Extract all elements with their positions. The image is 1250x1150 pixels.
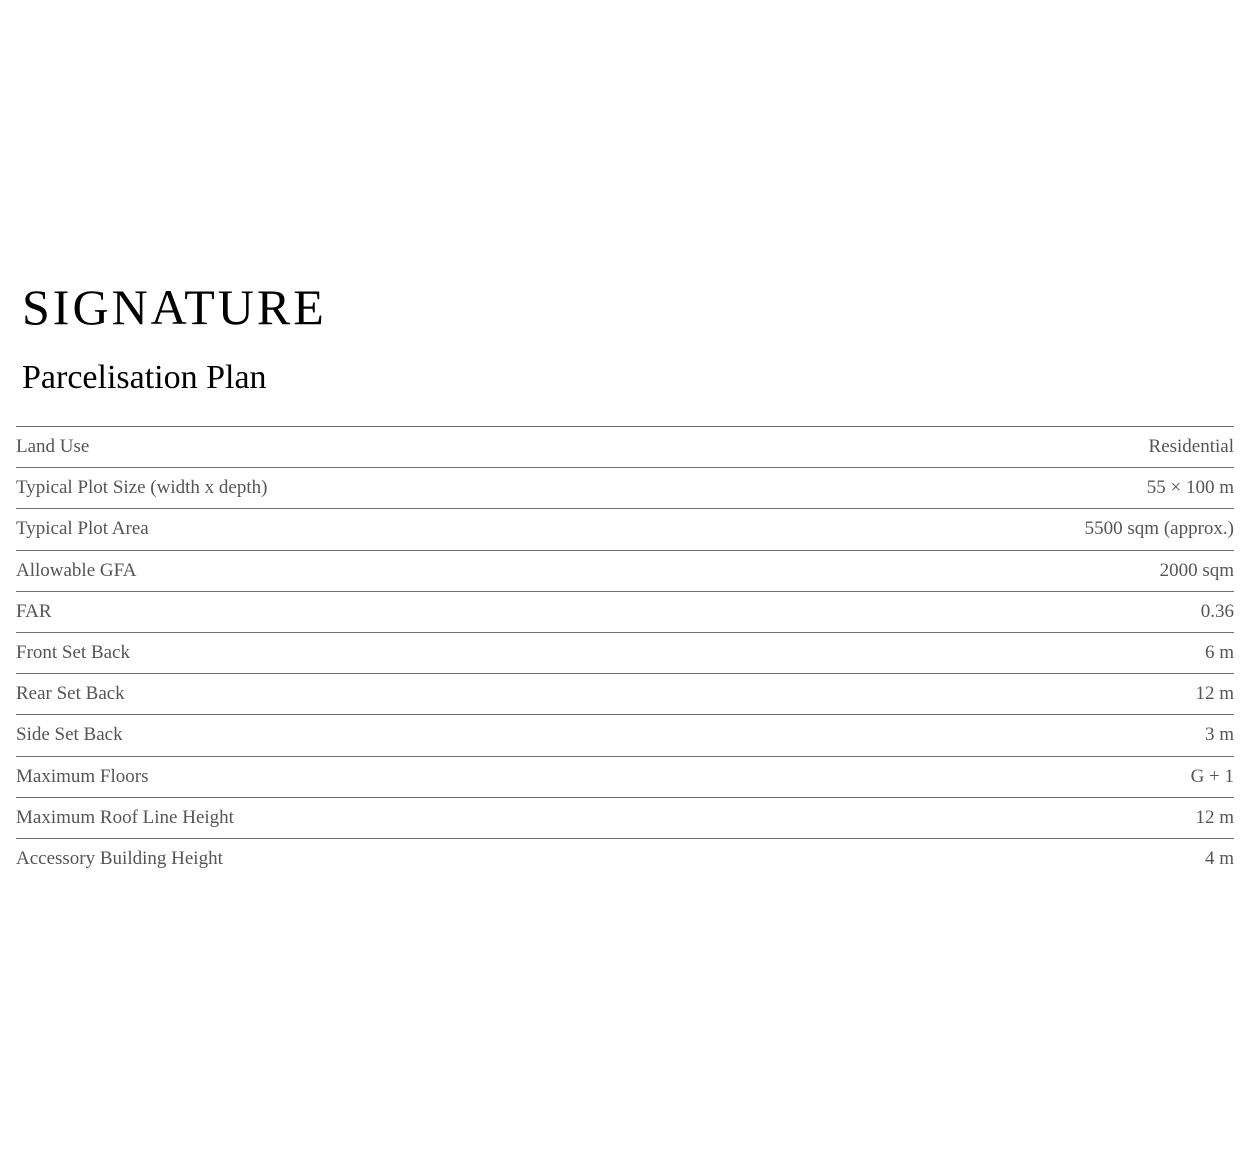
spec-label: Side Set Back	[16, 724, 123, 746]
brand-title: SIGNATURE	[22, 279, 327, 335]
spec-row-accessory-height	[16, 839, 1234, 879]
spec-label: Maximum Floors	[16, 765, 149, 787]
spec-label: Accessory Building Height	[16, 847, 223, 869]
spec-value: 5500 sqm (approx.)	[1084, 518, 1234, 540]
spec-row-max-floors	[16, 757, 1234, 798]
spec-value: 12 m	[1195, 683, 1234, 705]
spec-table	[16, 426, 1234, 879]
spec-row-rear-setback	[16, 674, 1234, 715]
spec-label: Maximum Roof Line Height	[16, 806, 234, 828]
spec-row-roof-height	[16, 798, 1234, 839]
spec-label: Rear Set Back	[16, 683, 125, 705]
spec-row-gfa	[16, 551, 1234, 592]
spec-row-front-setback	[16, 633, 1234, 674]
spec-row-far	[16, 592, 1234, 633]
spec-value: 6 m	[1204, 642, 1234, 664]
spec-row-side-setback	[16, 715, 1234, 756]
spec-value: Residential	[1148, 436, 1234, 458]
spec-value: 2000 sqm	[1159, 559, 1234, 581]
spec-value: 55 × 100 m	[1146, 477, 1234, 499]
spec-value: 12 m	[1195, 806, 1234, 828]
spec-row-plot-area	[16, 509, 1234, 550]
spec-label: Allowable GFA	[16, 559, 137, 581]
spec-label: Front Set Back	[16, 642, 130, 664]
section-title: Parcelisation Plan	[22, 359, 267, 396]
spec-row-land-use	[16, 427, 1234, 468]
spec-value: 4 m	[1204, 847, 1234, 869]
spec-label: Typical Plot Size (width x depth)	[16, 477, 268, 499]
spec-value: 0.36	[1200, 600, 1234, 622]
spec-value: G + 1	[1190, 765, 1234, 787]
spec-label: FAR	[16, 600, 52, 622]
spec-value: 3 m	[1204, 724, 1234, 746]
spec-label: Typical Plot Area	[16, 518, 149, 540]
spec-label: Land Use	[16, 436, 90, 458]
spec-row-plot-size	[16, 468, 1234, 509]
